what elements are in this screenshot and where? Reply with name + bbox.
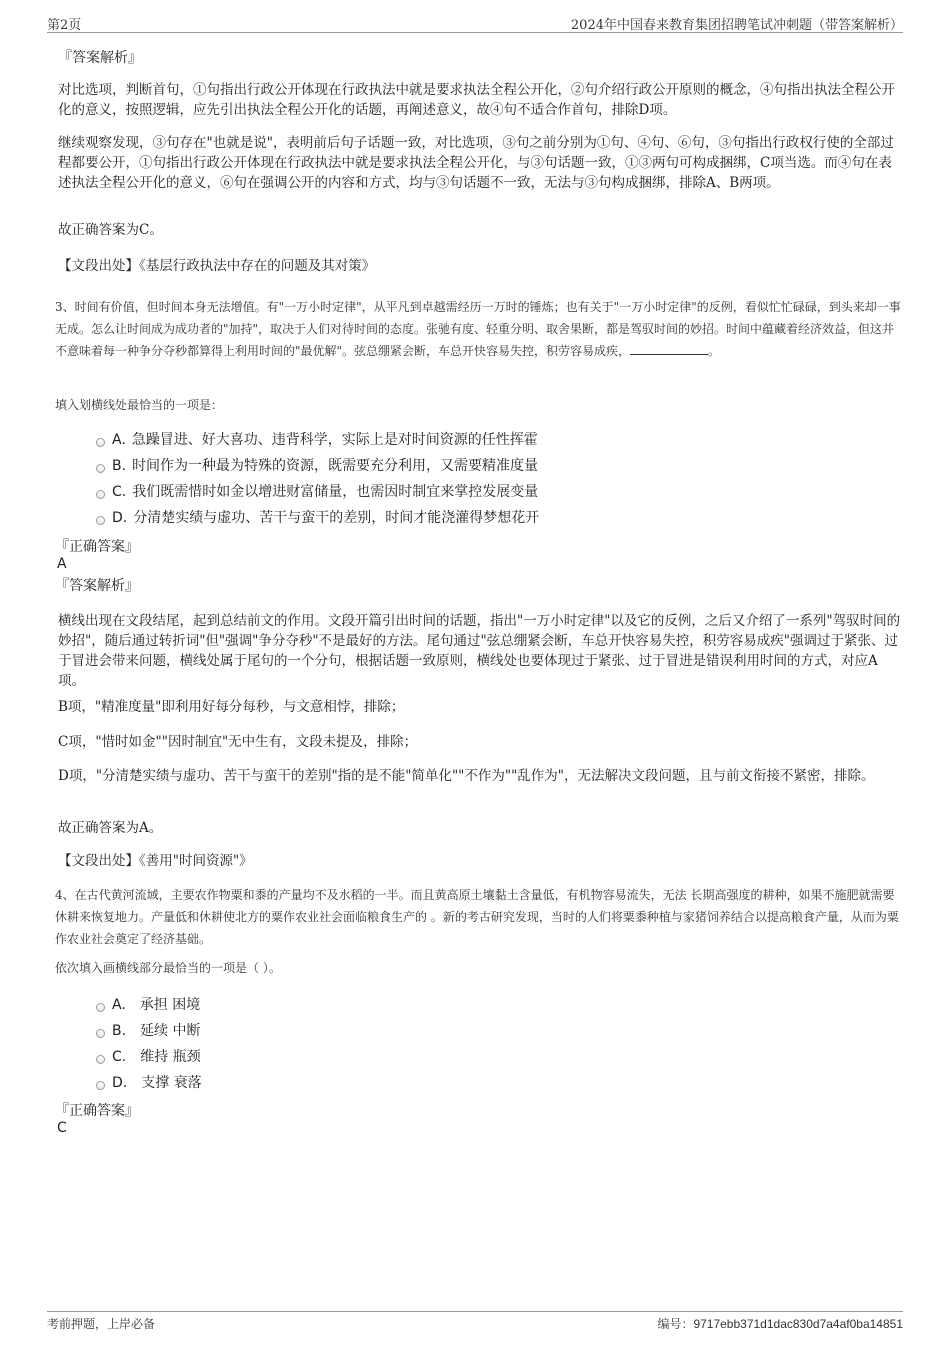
page-number: 第2页 — [47, 18, 82, 33]
radio-button[interactable] — [96, 438, 105, 447]
footer-slogan: 考前押题，上岸必备 — [47, 1317, 156, 1331]
correct-answer: A — [57, 556, 67, 572]
analysis-paragraph: D项，"分清楚实绩与虚功、苦干与蛮干的差别"指的是不能"简单化""不作为""乱作为"，无法解决文段问题，且与前文衔接不紧密，排除。 — [58, 768, 875, 784]
final-answer-text: 故正确答案为C。 — [58, 222, 163, 238]
page-footer — [47, 1311, 903, 1333]
option-c[interactable]: C. 维持 瓶颈 — [96, 1046, 201, 1068]
option-c[interactable]: C. 我们既需惜时如金以增进财富储量，也需因时制宜来掌控发展变量 — [96, 481, 538, 503]
analysis-paragraph: 对比选项，判断首句，①句指出行政公开体现在行政执法中就是要求执法全程公开化，②句介绍行政公开原则的概念，④句指出执法全程公开化的意义，按照逻辑，应先引出执法全程公开化的话题，再阐述意义，故④句不适合作首句，排除D项。 — [58, 82, 895, 118]
fill-blank — [630, 342, 708, 355]
question-stem: 4、在古代黄河流域，主要农作物粟和黍的产量均不及水稻的一半。而且黄高原土壤黏土含量低，有机物容易流失，无法 长期高强度的耕种，如果不施肥就需要休耕来恢复地力。产量低和休耕使北方的粟作农业社会面临粮食生产的 。新的考古研究发现，当时的人们将粟黍种植与家猪饲养结合以提高粮食产量，从而为粟作农业社会奠定了经济基础。 — [55, 888, 899, 946]
option-a[interactable]: A. 承担 困境 — [96, 994, 200, 1016]
radio-button[interactable] — [96, 1003, 105, 1012]
radio-button[interactable] — [96, 1055, 105, 1064]
analysis-paragraph: C项，"惜时如金""因时制宜"无中生有，文段未提及，排除； — [58, 734, 418, 750]
radio-button[interactable] — [96, 464, 105, 473]
analysis-paragraph: B项，"精准度量"即利用好每分每秒，与文意相悖，排除； — [58, 699, 405, 715]
analysis-paragraph: 横线出现在文段结尾，起到总结前文的作用。文段开篇引出时间的话题，指出"一万小时定律"以及它的反例，之后又介绍了一系列"驾驭时间的妙招"，随后通过转折词"但"强调"争分夺秒"不是最好的方法。尾句通过"弦总绷紧会断，车总开快容易失控，积劳容易成疾"强调过于紧张、过于冒进会带来问题，横线处属于尾句的一个分句，根据话题一致原则，横线处也要体现过于紧张、过于冒进是错误利用时间的方式，对应A项。 — [58, 613, 901, 689]
document-title: 2024年中国春来教育集团招聘笔试冲刺题（带答案解析） — [570, 18, 903, 33]
option-b[interactable]: B. 时间作为一种最为特殊的资源，既需要充分利用，又需要精准度量 — [96, 455, 538, 477]
correct-answer-label: 『正确答案』 — [55, 1103, 139, 1119]
source-citation: 【文段出处】《基层行政执法中存在的问题及其对策》 — [58, 258, 376, 274]
question-prompt: 依次填入画横线部分最恰当的一项是（ ）。 — [55, 961, 281, 975]
analysis-label: 『答案解析』 — [55, 578, 139, 594]
question-prompt: 填入划横线处最恰当的一项是： — [55, 398, 224, 412]
final-answer-text: 故正确答案为A。 — [58, 820, 163, 836]
radio-button[interactable] — [96, 516, 105, 525]
document-serial: 编号：9717ebb371d1dac830d7a4af0ba14851 — [657, 1317, 903, 1331]
analysis-paragraph: 继续观察发现，③句存在"也就是说"，表明前后句子话题一致，对比选项，③句之前分别为①句、④句、⑥句，③句指出行政权行使的全部过程都要公开，①句指出行政公开体现在行政执法中就是要求执法全程公开化，与③句话题一致，①③两句可构成捆绑，C项当选。而④句在表述执法全程公开化的意义，⑥句在强调公开的内容和方式，均与③句话题不一致，无法与③句构成捆绑，排除A、B两项。 — [58, 135, 894, 191]
option-d[interactable]: D. 分清楚实绩与虚功、苦干与蛮干的差别，时间才能浇灌得梦想花开 — [96, 507, 539, 529]
analysis-label: 『答案解析』 — [58, 50, 142, 66]
radio-button[interactable] — [96, 1081, 105, 1090]
page-header — [47, 14, 903, 33]
source-citation: 【文段出处】《善用"时间资源"》 — [58, 853, 253, 869]
correct-answer: C — [57, 1120, 67, 1136]
correct-answer-label: 『正确答案』 — [55, 539, 139, 555]
question-stem: 3、时间有价值，但时间本身无法增值。有"一万小时定律"，从平凡到卓越需经历一万时的锤炼；也有关于"一万小时定律"的反例，看似忙忙碌碌，到头来却一事无成。怎么让时间成为成功者的"加持"，取决于人们对待时间的态度。张驰有度、轻重分明、取舍果断，都是驾驭时间的妙招。时间中蕴藏着经济效益，但这并不意味着每一种争分夺秒都算得上利用时间的"最优解"。弦总绷紧会断，车总开快容易失控，积劳容易成疾， 。 — [55, 300, 901, 358]
radio-button[interactable] — [96, 490, 105, 499]
option-a[interactable]: A. 急躁冒进、好大喜功、违背科学，实际上是对时间资源的任性挥霍 — [96, 429, 538, 451]
option-b[interactable]: B. 延续 中断 — [96, 1020, 201, 1042]
option-d[interactable]: D. 支撑 衰落 — [96, 1072, 202, 1094]
radio-button[interactable] — [96, 1029, 105, 1038]
